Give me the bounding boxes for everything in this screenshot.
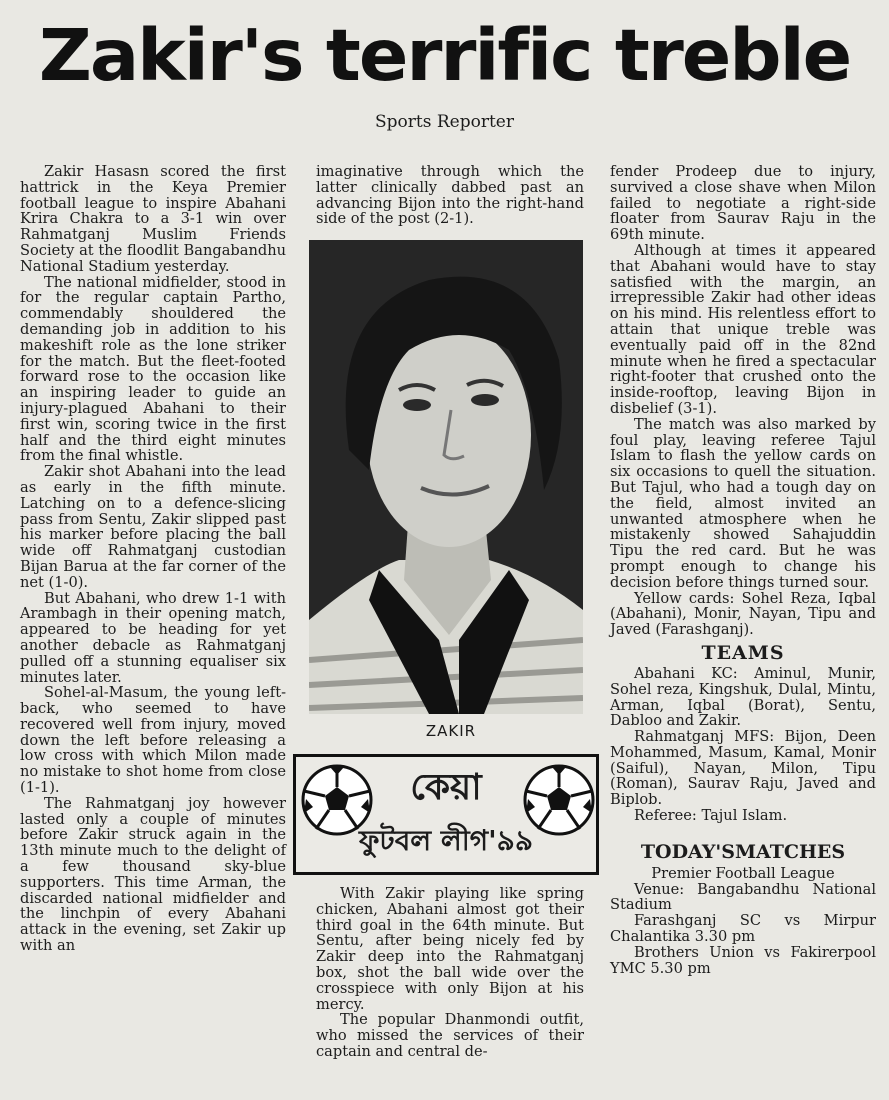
article-column-1 (20, 164, 286, 954)
article-column-3 (610, 164, 876, 976)
paragraph: The popular Dhanmondi outfit, who missed the services of their captain and central de- (316, 1011, 584, 1060)
player-portrait-image (309, 240, 583, 714)
paragraph: The national midfielder, stood in for the regular captain Partho, commendably shouldered the demanding job in addition to his makeshift role as the lone striker for the match. But the fleet-footed forward rose to the occasion like an inspiring leader to guide an injury-plagued Abahani to their first win, scoring twice in the first half and the third eight minutes from the final whistle. (20, 273, 286, 465)
league-name: Premier Football League (651, 864, 835, 882)
byline: Sports Reporter (375, 112, 514, 132)
paragraph: Zakir shot Abahani into the lead as early in the fifth minute. Latching on to a defence-slicing pass from Sentu, Zakir slipped past his marker before placing the ball wide off Rahmatganj custodian Bijan Barua at the far corner of the net (1-0). (20, 463, 286, 591)
article-column-2-top (316, 164, 584, 227)
team-lineup: Rahmatganj MFS: Bijon, Deen Mohammed, Masum, Kamal, Monir (Saiful), Nayan, Milon, Tipu (Roman), Saurav Raju, Javed and Biplob. (610, 728, 876, 809)
paragraph: Yellow cards: Sohel Reza, Iqbal (Abahani), Monir, Nayan, Tipu and Javed (Farashganj). (610, 589, 876, 639)
headline: Zakir's terrific treble (38, 14, 851, 97)
article-column-2-bottom (316, 886, 584, 1060)
logo-subtitle: ফুটবল লীগ'৯৯ (358, 824, 534, 857)
team-lineup: Abahani KC: Aminul, Munir, Sohel reza, Kingshuk, Dulal, Mintu, Arman, Iqbal (Borat), Sentu, Dabloo and Zakir. (610, 664, 876, 730)
paragraph: The Rahmatganj joy however lasted only a couple of minutes before Zakir struck again in the 13th minute much to the delight of a few thousand sky-blue supporters. This time Arman, the discarded national midfielder and the linchpin of every Abahani attack in the evening, set Zakir up with an (20, 794, 286, 955)
paragraph: The match was also marked by foul play, leaving referee Tajul Islam to flash the yellow cards on six occasions to quell the situation. But Tajul, who had a tough day on the field, almost invited an unwanted atmosphere when he mistakenly showed Sahajuddin Tipu the red card. But he was prompt enough to change his decision before things turned sour. (610, 415, 876, 591)
keya-football-league-logo (293, 754, 599, 875)
paragraph: But Abahani, who drew 1-1 with Arambagh in their opening match, appeared to be heading for yet another debacle as Rahmatganj pulled off a stunning equaliser six minutes later. (20, 589, 286, 686)
todays-matches-heading: TODAY'SMATCHES (640, 840, 846, 863)
paragraph: Sohel-al-Masum, the young left-back, who seemed to have recovered well from injury, moved down the left before releasing a low cross with which Milon made no mistake to shot home from close (1-1). (20, 684, 286, 797)
paragraph: Although at times it appeared that Abahani would have to stay satisfied with the margin, an irrepressible Zakir had other ideas on his mind. His relentless effort to attain that unique treble was eventually paid off in the 82nd minute when he fired a spectacular right-footer that crushed onto the inside-rooftop, leaving Bijon in disbelief (3-1). (610, 241, 876, 417)
paragraph: With Zakir playing like spring chicken, Abahani almost got their third goal in the 64th minute. But Sentu, after being nicely fed by Zakir deep into the Rahmatganj box, shot the ball wide over the crosspiece with only Bijon at his mercy. (316, 885, 584, 1013)
paragraph: imaginative through which the latter clinically dabbed past an advancing Bijon into the right-hand side of the post (2-1). (316, 163, 584, 228)
referee-line: Referee: Tajul Islam. (634, 807, 788, 825)
photo-caption: ZAKIR (425, 722, 477, 740)
paragraph: fender Prodeep due to injury, survived a close shave when Milon failed to negotiate a right-side floater from Saurav Raju in the 69th minute. (610, 163, 876, 244)
logo-title: কেয়া (410, 767, 482, 808)
match-line: Brothers Union vs Fakirerpool YMC 5.30 pm (610, 943, 876, 977)
paragraph: Zakir Hasasn scored the first hattrick in the Keya Premier football league to inspire Abahani Krira Chakra to a 3-1 win over Rahmatganj Muslim Friends Society at the floodlit Bangabandhu National Stadium yesterday. (20, 163, 286, 275)
teams-heading: TEAMS (701, 641, 785, 664)
match-line: Farashganj SC vs Mirpur Chalantika 3.30 pm (610, 912, 876, 946)
player-photo (309, 240, 583, 714)
match-line: Venue: Bangabandhu National Stadium (610, 880, 876, 914)
